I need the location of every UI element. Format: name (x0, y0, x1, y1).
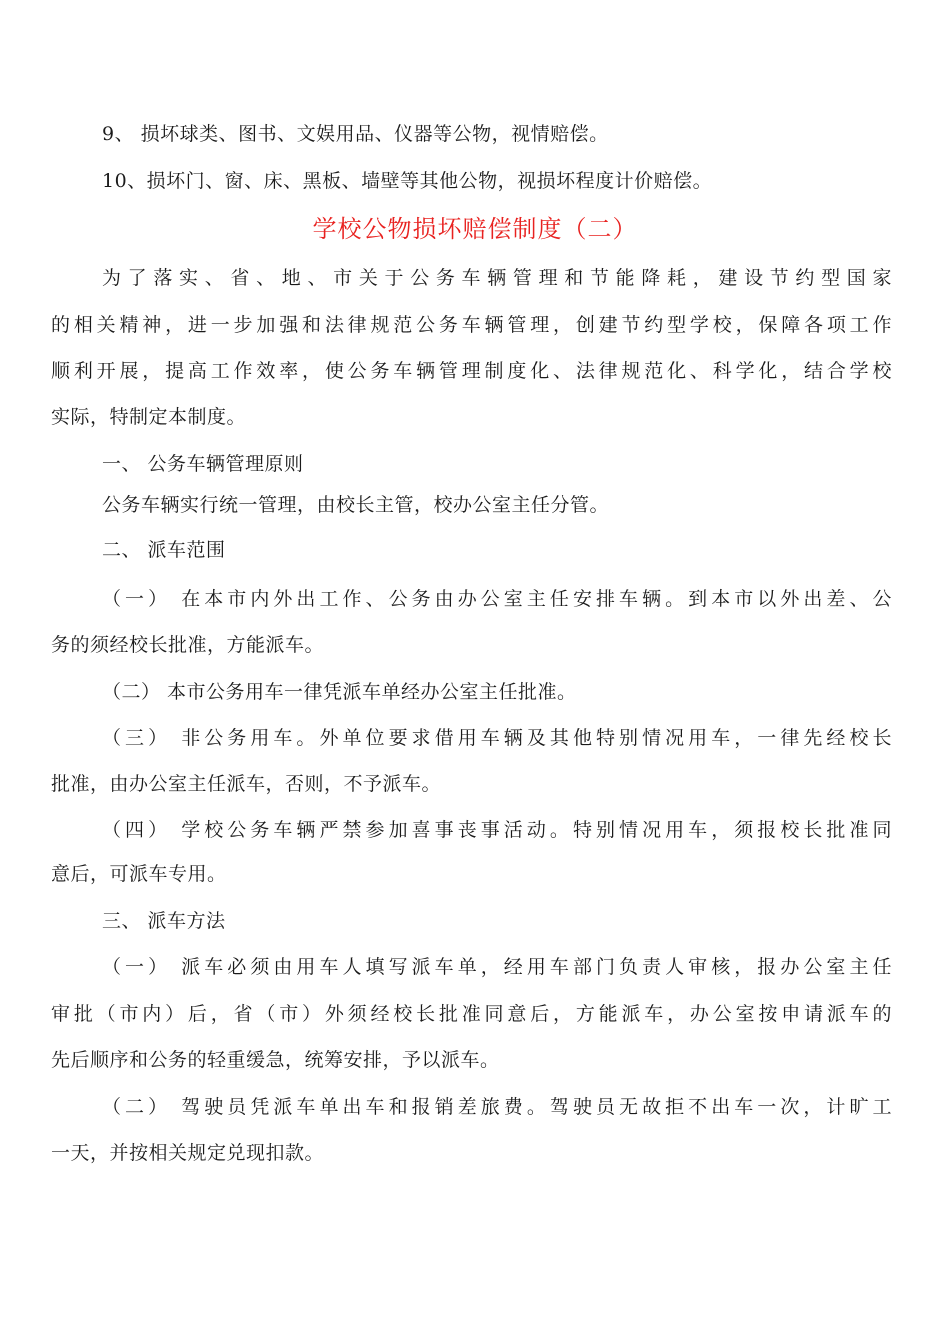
intro-line-4: 实际，特制定本制度。 (51, 406, 247, 428)
section-1-heading: 一、 公务车辆管理原则 (102, 453, 304, 475)
section-2-p1-line-1: （一） 在本市内外出工作、公务由办公室主任安排车辆。到本市以外出差、公 (102, 588, 892, 610)
item-9: 9、 损坏球类、图书、文娱用品、仪器等公物，视情赔偿。 (102, 123, 609, 145)
section-2-p3-line-2: 批准，由办公室主任派车，否则，不予派车。 (51, 773, 442, 795)
document-title: 学校公物损坏赔偿制度（二） (312, 215, 638, 243)
section-2-p4-line-2: 意后，可派车专用。 (51, 863, 227, 885)
section-2-heading: 二、 派车范围 (102, 539, 226, 561)
section-3-heading: 三、 派车方法 (102, 910, 226, 932)
intro-line-1: 为了落实、省、地、市关于公务车辆管理和节能降耗，建设节约型国家 (102, 267, 892, 289)
section-1-body: 公务车辆实行统一管理，由校长主管，校办公室主任分管。 (102, 494, 610, 516)
intro-line-2: 的相关精神，进一步加强和法律规范公务车辆管理，创建节约型学校，保障各项工作 (51, 314, 892, 336)
section-2-p3-line-1: （三） 非公务用车。外单位要求借用车辆及其他特别情况用车，一律先经校长 (102, 727, 892, 749)
item-10: 10、损坏门、窗、床、黑板、墙壁等其他公物，视损坏程度计价赔偿。 (102, 170, 713, 192)
section-2-p1-line-2: 务的须经校长批准，方能派车。 (51, 634, 325, 656)
section-3-p1-line-2: 审批（市内）后，省（市）外须经校长批准同意后，方能派车，办公室按申请派车的 (51, 1003, 892, 1025)
section-3-p2-line-2: 一天，并按相关规定兑现扣款。 (51, 1142, 325, 1164)
section-2-p4-line-1: （四） 学校公务车辆严禁参加喜事丧事活动。特别情况用车，须报校长批准同 (102, 819, 892, 841)
intro-line-3: 顺利开展，提高工作效率，使公务车辆管理制度化、法律规范化、科学化，结合学校 (51, 360, 892, 382)
section-3-p1-line-3: 先后顺序和公务的轻重缓急，统筹安排，予以派车。 (51, 1049, 500, 1071)
section-3-p1-line-1: （一） 派车必须由用车人填写派车单，经用车部门负责人审核，报办公室主任 (102, 956, 892, 978)
section-2-p2-line-1: （二） 本市公务用车一律凭派车单经办公室主任批准。 (102, 681, 577, 703)
section-3-p2-line-1: （二） 驾驶员凭派车单出车和报销差旅费。驾驶员无故拒不出车一次，计旷工 (102, 1096, 892, 1118)
